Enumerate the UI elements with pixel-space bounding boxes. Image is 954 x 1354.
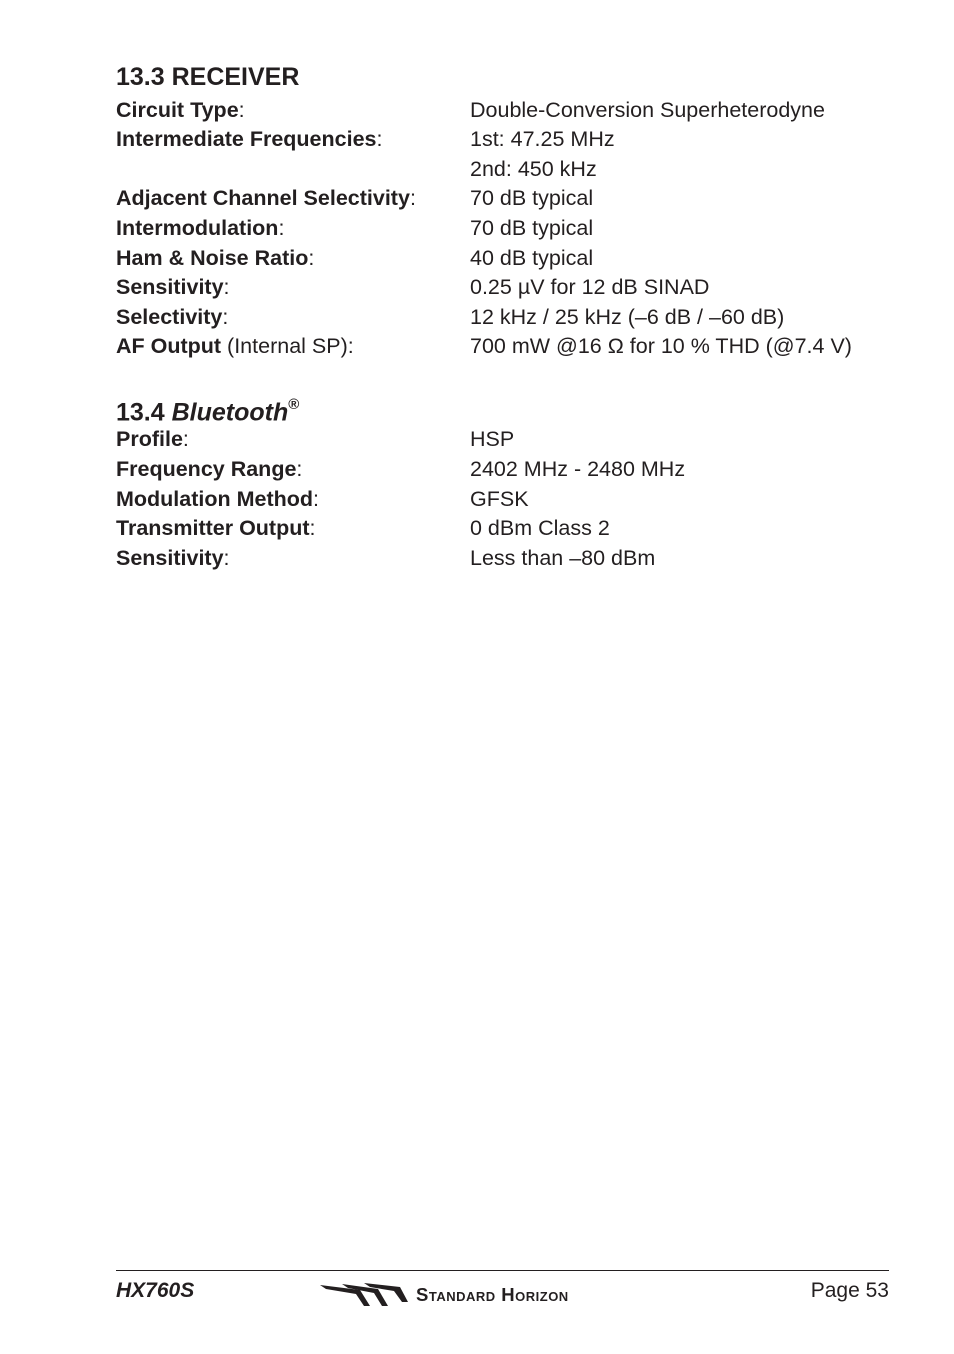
- spec-label: AF Output: [116, 334, 222, 358]
- spec-label: Selectivity: [116, 305, 223, 329]
- spec-value: 40 dB typical: [470, 246, 594, 270]
- receiver-spec-row: [116, 124, 896, 154]
- section-name: Bluetooth: [171, 398, 289, 427]
- spec-value: 2nd: 450 kHz: [470, 157, 597, 181]
- spec-value: 0.25 µV for 12 dB SINAD: [470, 275, 710, 299]
- spec-value: Double-Conversion Superheterodyne: [470, 98, 825, 122]
- receiver-spec-row: [116, 302, 896, 332]
- spec-label: Intermodulation: [116, 216, 279, 240]
- spec-label-suffix: :: [182, 427, 189, 451]
- receiver-spec-row: [116, 331, 896, 361]
- spec-value: 12 kHz / 25 kHz (–6 dB / –60 dB): [470, 305, 785, 329]
- spec-value: Less than –80 dBm: [470, 546, 656, 570]
- spec-value: 0 dBm Class 2: [470, 516, 610, 540]
- bluetooth-spec-row: [116, 513, 896, 543]
- page-number: Page 53: [810, 1279, 889, 1302]
- spec-value: 70 dB typical: [470, 186, 594, 210]
- spec-value: 1st: 47.25 MHz: [470, 127, 615, 151]
- bluetooth-spec-row: [116, 454, 896, 484]
- spec-label-suffix: :: [409, 186, 416, 210]
- spec-label-suffix: (Internal SP):: [221, 334, 354, 358]
- spec-label-suffix: :: [296, 457, 303, 481]
- bluetooth-spec-row: [116, 424, 896, 454]
- spec-value: 2402 MHz - 2480 MHz: [470, 457, 686, 481]
- spec-label: Sensitivity: [116, 275, 224, 299]
- spec-label: Intermediate Frequencies: [116, 127, 377, 151]
- spec-label: Frequency Range: [116, 457, 297, 481]
- receiver-spec-row: [116, 213, 896, 243]
- receiver-spec-row: [116, 95, 896, 125]
- spec-label-suffix: :: [313, 487, 320, 511]
- brand-name: Standard Horizon: [416, 1284, 569, 1305]
- spec-value: HSP: [470, 427, 515, 451]
- receiver-spec-row: [116, 154, 896, 184]
- spec-label: Modulation Method: [116, 487, 314, 511]
- footer-model-name: HX760S: [116, 1279, 195, 1302]
- receiver-spec-row: [116, 243, 896, 273]
- brand-logo: [320, 1280, 690, 1310]
- spec-label-suffix: :: [223, 275, 230, 299]
- bluetooth-section-title: [116, 392, 299, 427]
- section-number: 13.4: [116, 398, 165, 427]
- spec-label-suffix: :: [309, 516, 316, 540]
- spec-label-suffix: :: [376, 127, 383, 151]
- spec-value: GFSK: [470, 487, 529, 511]
- bluetooth-spec-row: [116, 543, 896, 573]
- registered-mark: ®: [288, 396, 300, 413]
- spec-label-suffix: :: [222, 305, 229, 329]
- receiver-section-title: 13.3 RECEIVER: [116, 63, 300, 91]
- spec-label: Transmitter Output: [116, 516, 310, 540]
- spec-label-suffix: :: [223, 546, 230, 570]
- spec-label-suffix: :: [278, 216, 285, 240]
- spec-label-suffix: :: [238, 98, 245, 122]
- spec-value: 700 mW @16 Ω for 10 % THD (@7.4 V): [470, 334, 852, 358]
- receiver-spec-row: [116, 183, 896, 213]
- spec-label-suffix: :: [308, 246, 315, 270]
- footer-divider: [116, 1270, 889, 1271]
- spec-value: 70 dB typical: [470, 216, 594, 240]
- receiver-spec-row: [116, 272, 896, 302]
- spec-label: Adjacent Channel Selectivity: [116, 186, 410, 210]
- spec-label: Sensitivity: [116, 546, 224, 570]
- spec-label: Profile: [116, 427, 183, 451]
- brand-wave-icon: [320, 1280, 412, 1310]
- spec-label: Circuit Type: [116, 98, 239, 122]
- spec-label: Ham & Noise Ratio: [116, 246, 309, 270]
- bluetooth-spec-row: [116, 484, 896, 514]
